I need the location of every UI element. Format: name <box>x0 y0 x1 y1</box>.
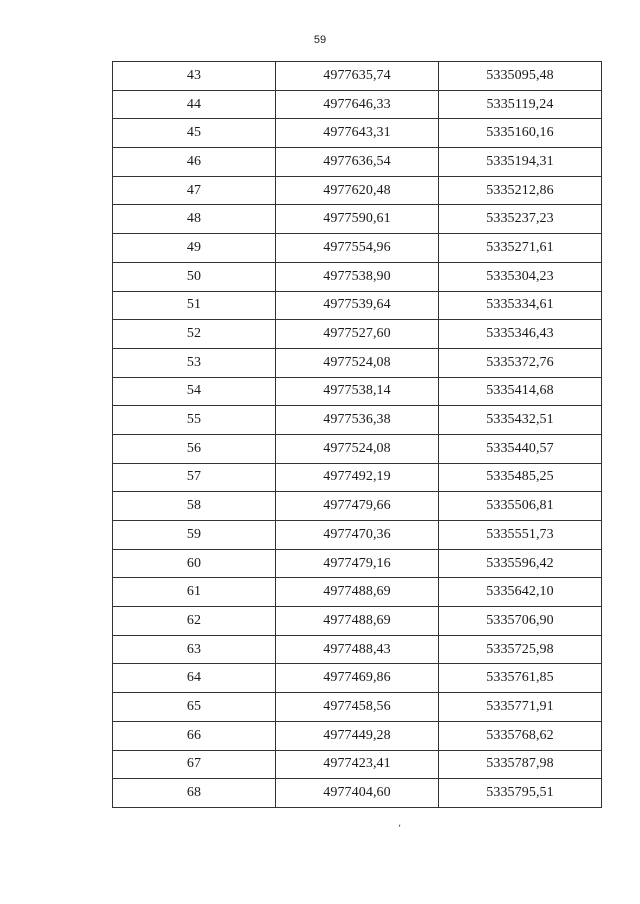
y-coordinate-cell: 5335706,90 <box>439 607 602 636</box>
table-row <box>113 148 602 177</box>
x-coordinate-cell: 4977404,60 <box>276 779 439 808</box>
table-row <box>113 234 602 263</box>
table-row <box>113 348 602 377</box>
x-coordinate-cell: 4977488,69 <box>276 607 439 636</box>
point-number-cell: 51 <box>113 291 276 320</box>
table-row <box>113 90 602 119</box>
x-coordinate-cell: 4977479,66 <box>276 492 439 521</box>
point-number-cell: 66 <box>113 721 276 750</box>
scan-artifact-mark: , <box>398 818 402 829</box>
table-row <box>113 377 602 406</box>
table-row <box>113 607 602 636</box>
x-coordinate-cell: 4977536,38 <box>276 406 439 435</box>
x-coordinate-cell: 4977636,54 <box>276 148 439 177</box>
table-row <box>113 492 602 521</box>
page-number: 59 <box>313 34 327 46</box>
x-coordinate-cell: 4977479,16 <box>276 549 439 578</box>
table-row <box>113 664 602 693</box>
point-number-cell: 49 <box>113 234 276 263</box>
y-coordinate-cell: 5335414,68 <box>439 377 602 406</box>
y-coordinate-cell: 5335787,98 <box>439 750 602 779</box>
x-coordinate-cell: 4977449,28 <box>276 721 439 750</box>
y-coordinate-cell: 5335271,61 <box>439 234 602 263</box>
x-coordinate-cell: 4977458,56 <box>276 693 439 722</box>
y-coordinate-cell: 5335795,51 <box>439 779 602 808</box>
table-row <box>113 205 602 234</box>
x-coordinate-cell: 4977590,61 <box>276 205 439 234</box>
x-coordinate-cell: 4977488,43 <box>276 635 439 664</box>
point-number-cell: 45 <box>113 119 276 148</box>
table-row <box>113 62 602 91</box>
y-coordinate-cell: 5335440,57 <box>439 434 602 463</box>
y-coordinate-cell: 5335160,16 <box>439 119 602 148</box>
x-coordinate-cell: 4977538,90 <box>276 262 439 291</box>
y-coordinate-cell: 5335768,62 <box>439 721 602 750</box>
point-number-cell: 67 <box>113 750 276 779</box>
x-coordinate-cell: 4977539,64 <box>276 291 439 320</box>
table-row <box>113 320 602 349</box>
point-number-cell: 46 <box>113 148 276 177</box>
x-coordinate-cell: 4977492,19 <box>276 463 439 492</box>
y-coordinate-cell: 5335761,85 <box>439 664 602 693</box>
y-coordinate-cell: 5335304,23 <box>439 262 602 291</box>
x-coordinate-cell: 4977643,31 <box>276 119 439 148</box>
point-number-cell: 59 <box>113 521 276 550</box>
x-coordinate-cell: 4977527,60 <box>276 320 439 349</box>
y-coordinate-cell: 5335725,98 <box>439 635 602 664</box>
y-coordinate-cell: 5335346,43 <box>439 320 602 349</box>
table-row <box>113 119 602 148</box>
coordinates-table <box>112 61 602 808</box>
table-row <box>113 262 602 291</box>
y-coordinate-cell: 5335237,23 <box>439 205 602 234</box>
x-coordinate-cell: 4977620,48 <box>276 176 439 205</box>
y-coordinate-cell: 5335334,61 <box>439 291 602 320</box>
table-row <box>113 693 602 722</box>
point-number-cell: 63 <box>113 635 276 664</box>
coordinates-table-body <box>113 62 602 808</box>
x-coordinate-cell: 4977470,36 <box>276 521 439 550</box>
table-row <box>113 721 602 750</box>
y-coordinate-cell: 5335642,10 <box>439 578 602 607</box>
table-row <box>113 176 602 205</box>
x-coordinate-cell: 4977524,08 <box>276 434 439 463</box>
point-number-cell: 50 <box>113 262 276 291</box>
table-row <box>113 549 602 578</box>
table-row <box>113 635 602 664</box>
point-number-cell: 60 <box>113 549 276 578</box>
table-row <box>113 463 602 492</box>
point-number-cell: 52 <box>113 320 276 349</box>
y-coordinate-cell: 5335372,76 <box>439 348 602 377</box>
y-coordinate-cell: 5335095,48 <box>439 62 602 91</box>
table-row <box>113 750 602 779</box>
point-number-cell: 65 <box>113 693 276 722</box>
point-number-cell: 58 <box>113 492 276 521</box>
point-number-cell: 64 <box>113 664 276 693</box>
point-number-cell: 68 <box>113 779 276 808</box>
table-row <box>113 406 602 435</box>
x-coordinate-cell: 4977538,14 <box>276 377 439 406</box>
table-row <box>113 779 602 808</box>
x-coordinate-cell: 4977488,69 <box>276 578 439 607</box>
table-row <box>113 434 602 463</box>
table-row <box>113 521 602 550</box>
y-coordinate-cell: 5335432,51 <box>439 406 602 435</box>
table-row <box>113 291 602 320</box>
point-number-cell: 53 <box>113 348 276 377</box>
table-row <box>113 578 602 607</box>
point-number-cell: 55 <box>113 406 276 435</box>
point-number-cell: 57 <box>113 463 276 492</box>
y-coordinate-cell: 5335506,81 <box>439 492 602 521</box>
y-coordinate-cell: 5335596,42 <box>439 549 602 578</box>
y-coordinate-cell: 5335551,73 <box>439 521 602 550</box>
y-coordinate-cell: 5335771,91 <box>439 693 602 722</box>
point-number-cell: 47 <box>113 176 276 205</box>
point-number-cell: 62 <box>113 607 276 636</box>
point-number-cell: 61 <box>113 578 276 607</box>
y-coordinate-cell: 5335485,25 <box>439 463 602 492</box>
x-coordinate-cell: 4977646,33 <box>276 90 439 119</box>
point-number-cell: 44 <box>113 90 276 119</box>
point-number-cell: 56 <box>113 434 276 463</box>
x-coordinate-cell: 4977469,86 <box>276 664 439 693</box>
y-coordinate-cell: 5335119,24 <box>439 90 602 119</box>
y-coordinate-cell: 5335212,86 <box>439 176 602 205</box>
y-coordinate-cell: 5335194,31 <box>439 148 602 177</box>
x-coordinate-cell: 4977635,74 <box>276 62 439 91</box>
x-coordinate-cell: 4977423,41 <box>276 750 439 779</box>
point-number-cell: 48 <box>113 205 276 234</box>
point-number-cell: 54 <box>113 377 276 406</box>
x-coordinate-cell: 4977524,08 <box>276 348 439 377</box>
x-coordinate-cell: 4977554,96 <box>276 234 439 263</box>
point-number-cell: 43 <box>113 62 276 91</box>
